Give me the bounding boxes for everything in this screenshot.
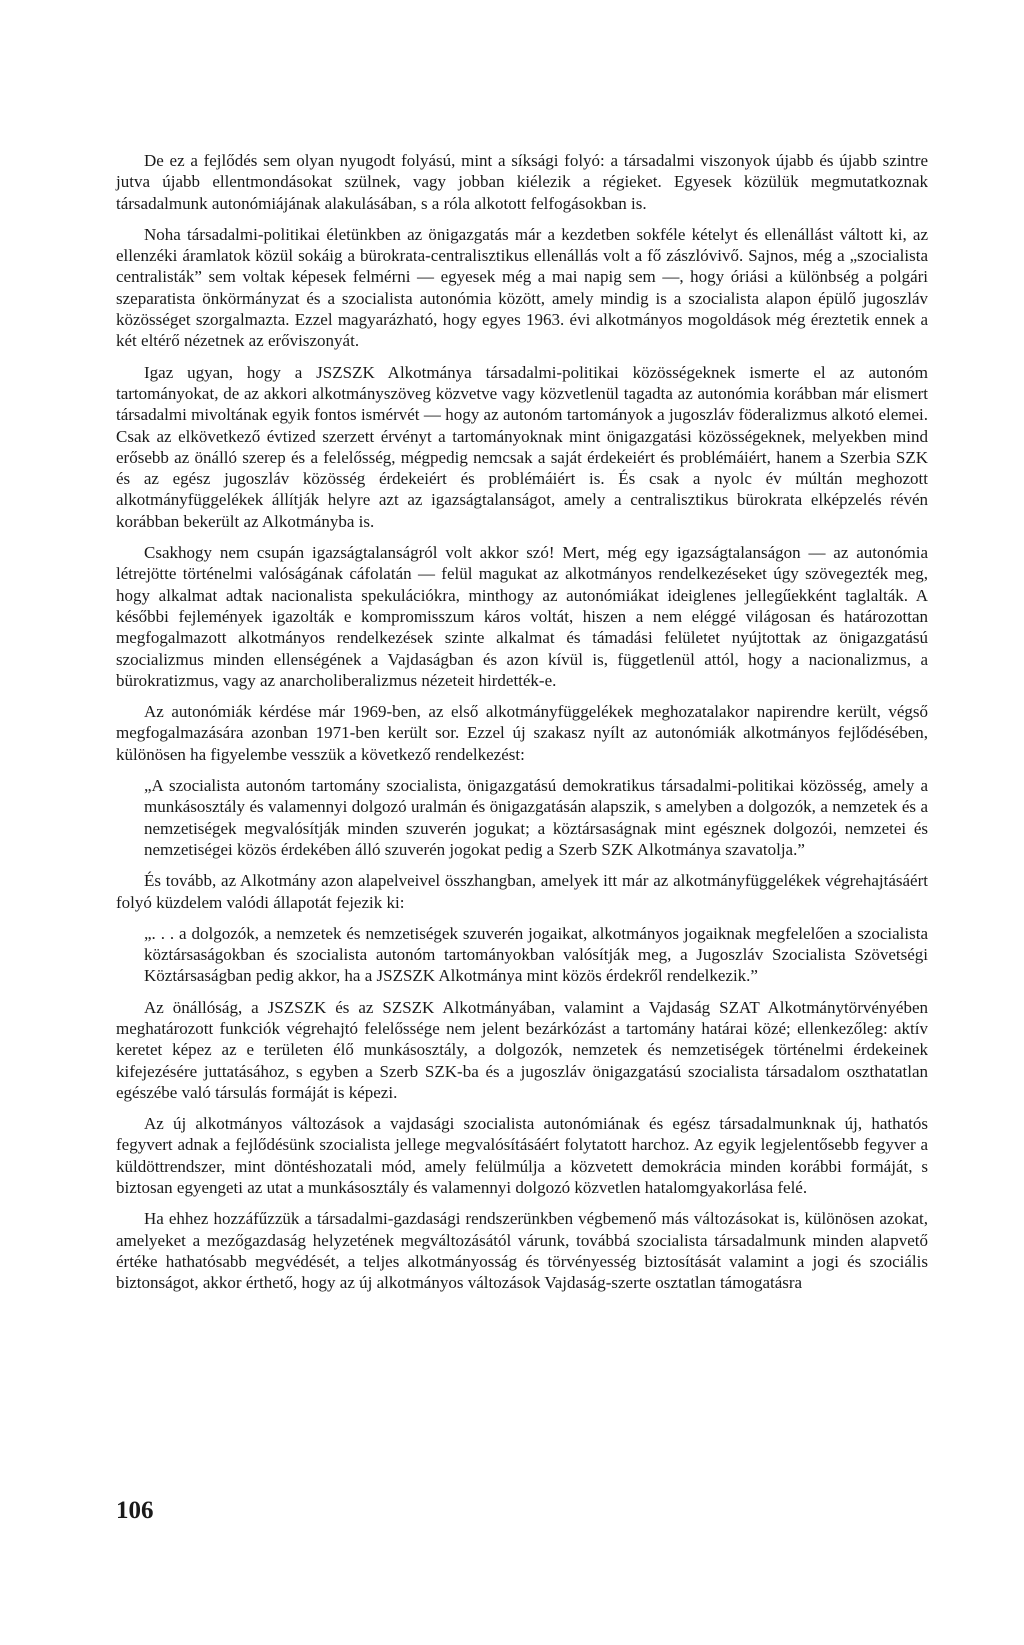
- paragraph-2: Noha társadalmi-politikai életünkben az önigazgatás már a kezdetben sokféle kételyt és ellenállást váltott ki, az ellenzéki áramlatok közül sokáig a bürokrata-centralisztikus ellenállás volt a fő zászlóvivő. Sajnos, még a „szocialista centralisták” sem voltak képesek felmérni — egyesek még a mai napig sem —, hogy óriási a különbség a polgári szeparatista önkörmányzat és a szocialista autonómia között, amely mindig is a szocialista alapon épülő jugoszláv közösséget szorgalmazta. Ezzel magyarázható, hogy egyes 1963. évi alkotmányos mogoldások még éreztetik ennek a két eltérő nézetnek az erőviszonyát.: [116, 224, 928, 351]
- paragraph-4: Csakhogy nem csupán igazságtalanságról volt akkor szó! Mert, még egy igazságtalanságon — az autonómia létrejötte történelmi valóságának cáfolatán — felül magukat az alkotmányos rendelkezéseket úgy szövegezték meg, hogy alkalmat adtak nacionalista spekulációkra, minthogy az autonómiákat ideiglenes jellegűekként taglalták. A későbbi fejlemények igazolták e kompromisszum káros voltát, hiszen a nem eléggé világosan és határozottan megfogalmazott alkotmányos rendelkezések szinte alkalmat és támadási felületet nyújtottak az önigazgatású szocializmus minden ellenségének a Vajdaságban és azon kívül is, függetlenül attól, hogy a nacionalizmus, a bürokratizmus, vagy az anarcholiberalizmus nézeteit hirdették-e.: [116, 543, 928, 690]
- paragraph-7: Az önállóság, a JSZSZK és az SZSZK Alkotmányában, valamint a Vajdaság SZAT Alkotmánytörvényében meghatározott funkciók végrehajtó felelőssége nem jelent bezárkózást a tartomány határai közé; ellenkezőleg: aktív keretet képez az e területen élő munkásosztály, a dolgozók, nemzetek és nemzetiségek történelmi érdekeinek kifejezésére juttatásához, s egyben a Szerb SZK-ba és a jugoszláv önigazgatású szocialista társadalom oszthatatlan egészébe való társulás formáját is képezi.: [116, 997, 928, 1102]
- block-quote-2: „. . . a dolgozók, a nemzetek és nemzetiségek szuverén jogaikat, alkotmányos jogaiknak megfelelően a szocialista köztársaságokban és szocialista autonóm tartományokban valósítják meg, a Jugoszláv Szocialista Szövetségi Köztársaságban pedig akkor, ha a JSZSZK Alkotmánya mint közös érdekről rendelkezik.”: [144, 923, 928, 986]
- paragraph-5: Az autonómiák kérdése már 1969-ben, az első alkotmányfüggelékek meghozatalakor napirendre került, végső megfogalmazására azonban 1971-ben került sor. Ezzel új szakasz nyílt az autonómiák alkotmányos fejlődésében, különösen ha figyelembe vesszük a következő rendelkezést:: [116, 702, 928, 764]
- paragraph-6: És tovább, az Alkotmány azon alapelveivel összhangban, amelyek itt már az alkotmányfüggelékek végrehajtásáért folyó küzdelem valódi állapotát fejezik ki:: [116, 871, 928, 912]
- paragraph-1: De ez a fejlődés sem olyan nyugodt folyású, mint a síksági folyó: a társadalmi viszonyok újabb és újabb szintre jutva újabb ellentmondásokat szülnek, vagy jobban kiélezik a régieket. Egyesek közülük megmutatkoznak társadalmunk autonómiájának alakulásában, s a róla alkotott felfogásokban is.: [116, 151, 928, 213]
- block-quote-1: „A szocialista autonóm tartomány szocialista, önigazgatású demokratikus társadalmi-politikai közösség, amely a munkásosztály és valamennyi dolgozó uralmán és önigazgatásán alapszik, s amelyben a dolgozók, a nemzetek és a nemzetiségek megvalósítják minden szuverén jogukat; a köztársaságnak mint egésznek dolgozói, nemzetei és nemzetiségei közös érdekében álló szuverén jogokat pedig a Szerb SZK Alkotmánya szavatolja.”: [144, 776, 928, 859]
- paragraph-9: Ha ehhez hozzáfűzzük a társadalmi-gazdasági rendszerünkben végbemenő más változásokat is, különösen azokat, amelyeket a mezőgazdaság helyzetének megváltozásától várunk, továbbá szocialista társadalmunk minden alapvető értéke hathatósabb megvédését, a teljes alkotmányosság és törvényesség biztosítását valamint a jogi és szociális biztonságot, akkor érthető, hogy az új alkotmányos változások Vajdaság-szerte osztatlan támogatásra: [116, 1209, 928, 1293]
- paragraph-8: Az új alkotmányos változások a vajdasági szocialista autonómiának és egész társadalmunknak új, hathatós fegyvert adnak a fejlődésünk szocialista jellege megvalósításáért folytatott harchoz. Az egyik legjelentősebb fegyver a küldöttrendszer, mint döntéshozatali mód, amely felülmúlja a közvetett demokrácia minden korábbi formáját, s biztosan egyengeti az utat a munkásosztály és valamennyi dolgozó közvetlen hatalomgyakorlása felé.: [116, 1114, 928, 1198]
- page-body: [116, 150, 928, 1304]
- paragraph-3: Igaz ugyan, hogy a JSZSZK Alkotmánya társadalmi-politikai közösségeknek ismerte el az autonóm tartományokat, de az akkori alkotmányszöveg közvetve vagy közvetlenül tagadta az autonómia korábban már elismert társadalmi mivoltának egyik fontos ismérvét — hogy az autonóm tartományok a jugoszláv föderalizmus alkotó elemei. Csak az elkövetkező évtized szerzett érvényt a tartományoknak mint önigazgatási közösségeknek, melyekben mind erősebb az önálló szerep és a felelősség, mégpedig nemcsak a saját érdekeiért és problémáiért, hanem a Szerbia SZK és az egész jugoszláv közösség érdekeiért és problémáiért is. És csak a nyolc év múltán meghozott alkotmányfüggelékek állítják helyre azt az igazságtalanságot, amely a centralisztikus bürokrata elképzelés révén korábban bekerült az Alkotmányba is.: [116, 362, 928, 531]
- page-number: 106: [116, 1497, 154, 1524]
